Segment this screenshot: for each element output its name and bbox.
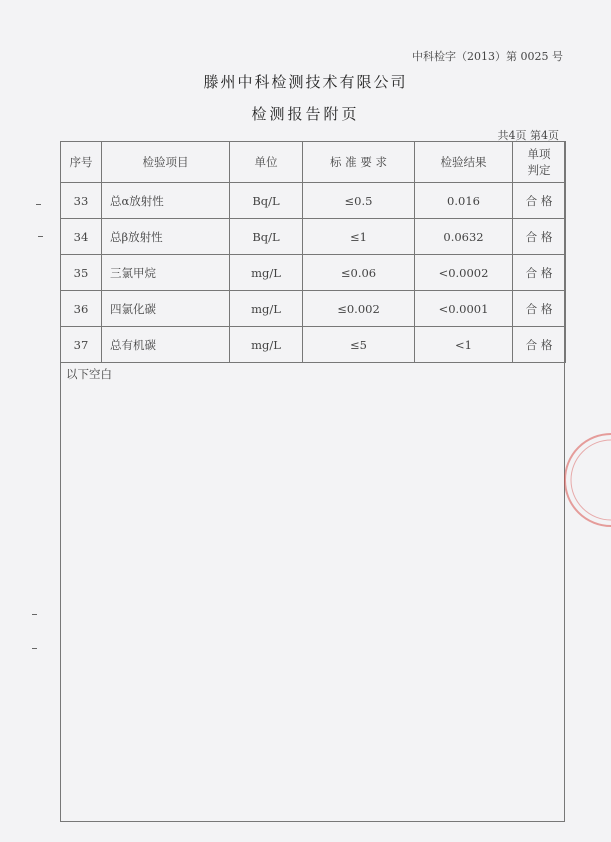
cell-unit: mg/L bbox=[230, 255, 303, 291]
cell-result: 0.0632 bbox=[415, 219, 513, 255]
report-number: 中科检字（2013）第 0025 号 bbox=[412, 50, 563, 63]
table-row bbox=[61, 255, 566, 291]
cell-item: 总β放射性 bbox=[102, 219, 230, 255]
cell-result: <0.0002 bbox=[415, 255, 513, 291]
scan-mark bbox=[32, 614, 37, 615]
results-table bbox=[60, 141, 566, 363]
cell-seq: 37 bbox=[61, 327, 102, 363]
scan-mark bbox=[38, 236, 43, 237]
cell-judgement: 合 格 bbox=[513, 291, 566, 327]
page-info: 共4页 第4页 bbox=[497, 129, 559, 142]
cell-judgement: 合 格 bbox=[513, 183, 566, 219]
company-name: 滕州中科检测技术有限公司 bbox=[203, 73, 408, 91]
cell-result: <0.0001 bbox=[415, 291, 513, 327]
cell-seq: 33 bbox=[61, 183, 102, 219]
cell-item: 总α放射性 bbox=[102, 183, 230, 219]
header-judgement bbox=[513, 142, 566, 183]
cell-result: 0.016 bbox=[415, 183, 513, 219]
header-judgement-line1: 单项 bbox=[527, 147, 551, 161]
cell-unit: Bq/L bbox=[230, 219, 303, 255]
table-header-row bbox=[61, 142, 566, 183]
cell-standard: ≤0.5 bbox=[303, 183, 415, 219]
header-unit: 单位 bbox=[230, 142, 303, 183]
cell-standard: ≤5 bbox=[303, 327, 415, 363]
blank-below-note: 以下空白 bbox=[66, 367, 112, 381]
cell-seq: 36 bbox=[61, 291, 102, 327]
cell-standard: ≤1 bbox=[303, 219, 415, 255]
header-standard: 标 准 要 求 bbox=[303, 142, 415, 183]
header-item: 检验项目 bbox=[102, 142, 230, 183]
header-seq: 序号 bbox=[61, 142, 102, 183]
table-row bbox=[61, 291, 566, 327]
cell-item: 三氯甲烷 bbox=[102, 255, 230, 291]
cell-standard: ≤0.002 bbox=[303, 291, 415, 327]
table-row bbox=[61, 183, 566, 219]
cell-judgement: 合 格 bbox=[513, 327, 566, 363]
cell-standard: ≤0.06 bbox=[303, 255, 415, 291]
cell-judgement: 合 格 bbox=[513, 219, 566, 255]
cell-judgement: 合 格 bbox=[513, 255, 566, 291]
cell-item: 总有机碳 bbox=[102, 327, 230, 363]
cell-unit: mg/L bbox=[230, 291, 303, 327]
scan-mark bbox=[36, 204, 41, 205]
cell-seq: 34 bbox=[61, 219, 102, 255]
cell-seq: 35 bbox=[61, 255, 102, 291]
header-judgement-line2: 判定 bbox=[527, 163, 551, 177]
page-title: 检测报告附页 bbox=[251, 105, 360, 123]
header-result: 检验结果 bbox=[415, 142, 513, 183]
table-row bbox=[61, 327, 566, 363]
cell-result: <1 bbox=[415, 327, 513, 363]
seal-stamp bbox=[559, 425, 611, 535]
cell-unit: Bq/L bbox=[230, 183, 303, 219]
cell-item: 四氯化碳 bbox=[102, 291, 230, 327]
scan-mark bbox=[32, 648, 37, 649]
table-row bbox=[61, 219, 566, 255]
cell-unit: mg/L bbox=[230, 327, 303, 363]
